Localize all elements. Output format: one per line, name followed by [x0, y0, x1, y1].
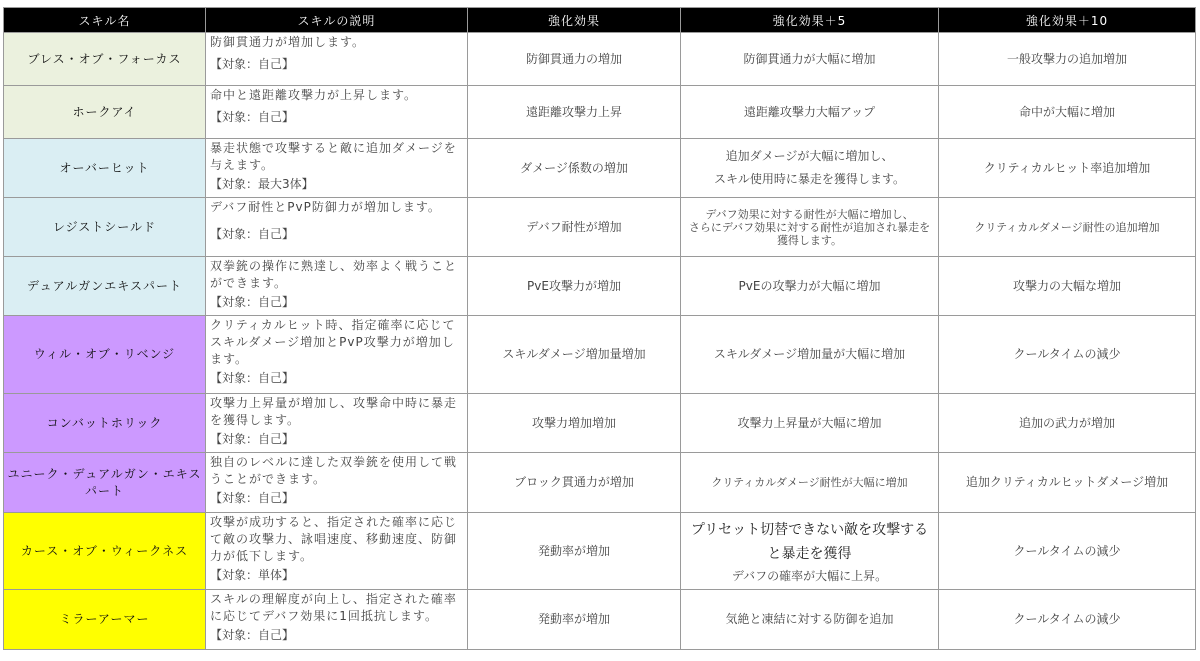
effect-plus10-cell: 追加クリティカルヒットダメージ増加 [939, 453, 1196, 513]
skill-table-wrapper [3, 7, 1196, 650]
effect-plus5-line1: デバフ効果に対する耐性が大幅に増加し、 [705, 207, 914, 221]
description-text: クリティカルヒット時、指定確率に応じてスキルダメージ増加とPvP攻撃力が増加します。 [210, 318, 456, 366]
skill-name: ミラーアーマー [4, 590, 206, 650]
effect-cell: PvE攻撃力が増加 [468, 257, 681, 316]
target-text: 【対象：自己】 [210, 491, 295, 505]
target-text: 【対象：自己】 [210, 295, 295, 309]
description-text: スキルの理解度が向上し、指定された確率に応じてデバフ効果に1回抵抗します。 [210, 592, 457, 623]
effect-cell: 防御貫通力の増加 [468, 33, 681, 86]
skill-name: オーバーヒット [4, 139, 206, 198]
effect-plus5-cell: スキルダメージ増加量が大幅に増加 [681, 316, 939, 394]
description-text: 命中と遠距離攻撃力が上昇します。 [210, 88, 418, 102]
skill-name: デュアルガンエキスパート [4, 257, 206, 316]
target-text: 【対象：単体】 [210, 568, 295, 582]
effect-cell: 発動率が増加 [468, 513, 681, 590]
skill-description [206, 86, 468, 139]
effect-plus5-line2: さらにデバフ効果に対する耐性が追加され暴走を獲得します。 [688, 220, 931, 247]
table-row [4, 139, 1196, 198]
skill-description [206, 316, 468, 394]
table-row [4, 513, 1196, 590]
effect-plus10-cell: クールタイムの減少 [939, 316, 1196, 394]
skill-table [3, 7, 1196, 650]
effect-plus5-cell: 遠距離攻撃力大幅アップ [681, 86, 939, 139]
description-text: 防御貫通力が増加します。 [210, 35, 366, 49]
description-text: 攻撃が成功すると、指定された確率に応じて敵の攻撃力、詠唱速度、移動速度、防御力が低下します。 [210, 515, 458, 563]
table-row [4, 33, 1196, 86]
skill-description [206, 139, 468, 198]
effect-cell: ブロック貫通力が増加 [468, 453, 681, 513]
effect-plus5-cell [681, 139, 939, 198]
effect-cell: デバフ耐性が増加 [468, 198, 681, 257]
skill-description [206, 33, 468, 86]
effect-plus5-line2: デバフの確率が大幅に上昇。 [731, 568, 888, 583]
header-effect-plus5: 強化効果＋5 [681, 8, 939, 33]
description-text: 双拳銃の操作に熟達し、効率よく戦うことができます。 [210, 259, 458, 290]
target-text: 【対象：最大3体】 [210, 177, 314, 191]
effect-plus10-cell: クールタイムの減少 [939, 590, 1196, 650]
effect-plus5-cell: 防御貫通力が大幅に増加 [681, 33, 939, 86]
skill-description [206, 198, 468, 257]
table-row [4, 394, 1196, 453]
description-text: デバフ耐性とPvP防御力が増加します。 [210, 200, 441, 214]
effect-plus10-cell: クールタイムの減少 [939, 513, 1196, 590]
effect-plus5-line1: プリセット切替できない敵を攻撃すると暴走を獲得 [690, 521, 929, 562]
target-text: 【対象：自己】 [210, 432, 295, 446]
effect-plus5-cell: 攻撃力上昇量が大幅に増加 [681, 394, 939, 453]
effect-plus10-cell: 攻撃力の大幅な増加 [939, 257, 1196, 316]
skill-name: ホークアイ [4, 86, 206, 139]
description-text: 独自のレベルに達した双拳銃を使用して戦うことができます。 [210, 455, 458, 486]
skill-description [206, 257, 468, 316]
skill-description [206, 394, 468, 453]
skill-name: ユニーク・デュアルガン・エキスパート [4, 453, 206, 513]
description-text: 攻撃力上昇量が増加し、攻撃命中時に暴走を獲得します。 [210, 396, 458, 427]
effect-plus10-cell: 追加の武力が増加 [939, 394, 1196, 453]
header-row [4, 8, 1196, 33]
skill-name: ブレス・オブ・フォーカス [4, 33, 206, 86]
target-text: 【対象：自己】 [210, 57, 295, 71]
target-text: 【対象：自己】 [210, 628, 295, 642]
table-row [4, 86, 1196, 139]
effect-cell: 発動率が増加 [468, 590, 681, 650]
skill-description [206, 590, 468, 650]
skill-description [206, 513, 468, 590]
effect-plus10-cell: 命中が大幅に増加 [939, 86, 1196, 139]
target-text: 【対象：自己】 [210, 110, 295, 124]
effect-plus5-cell: PvEの攻撃力が大幅に増加 [681, 257, 939, 316]
effect-plus10-cell: クリティカルダメージ耐性の追加増加 [939, 198, 1196, 257]
effect-plus5-cell [681, 198, 939, 257]
effect-plus5-cell: クリティカルダメージ耐性が大幅に増加 [681, 453, 939, 513]
table-row [4, 198, 1196, 257]
skill-name: レジストシールド [4, 198, 206, 257]
effect-cell: 遠距離攻撃力上昇 [468, 86, 681, 139]
effect-plus10-cell: 一般攻撃力の追加増加 [939, 33, 1196, 86]
skill-description [206, 453, 468, 513]
target-text: 【対象：自己】 [210, 371, 295, 385]
header-skill-name: スキル名 [4, 8, 206, 33]
effect-plus5-line1: 追加ダメージが大幅に増加し、 [725, 149, 894, 163]
effect-plus10-cell: クリティカルヒット率追加増加 [939, 139, 1196, 198]
effect-cell: ダメージ係数の増加 [468, 139, 681, 198]
effect-plus5-cell: 気絶と凍結に対する防御を追加 [681, 590, 939, 650]
effect-cell: スキルダメージ増加量増加 [468, 316, 681, 394]
skill-name: ウィル・オブ・リベンジ [4, 316, 206, 394]
skill-name: コンバットホリック [4, 394, 206, 453]
table-row [4, 453, 1196, 513]
header-effect-plus10: 強化効果＋10 [939, 8, 1196, 33]
description-text: 暴走状態で攻撃すると敵に追加ダメージを与えます。 [210, 141, 457, 172]
effect-plus5-line2: スキル使用時に暴走を獲得します。 [714, 172, 905, 186]
table-row [4, 316, 1196, 394]
skill-name: カース・オブ・ウィークネス [4, 513, 206, 590]
table-row [4, 257, 1196, 316]
target-text: 【対象：自己】 [210, 227, 295, 241]
header-skill-description: スキルの説明 [206, 8, 468, 33]
header-effect: 強化効果 [468, 8, 681, 33]
effect-plus5-cell [681, 513, 939, 590]
effect-cell: 攻撃力増加増加 [468, 394, 681, 453]
table-row [4, 590, 1196, 650]
